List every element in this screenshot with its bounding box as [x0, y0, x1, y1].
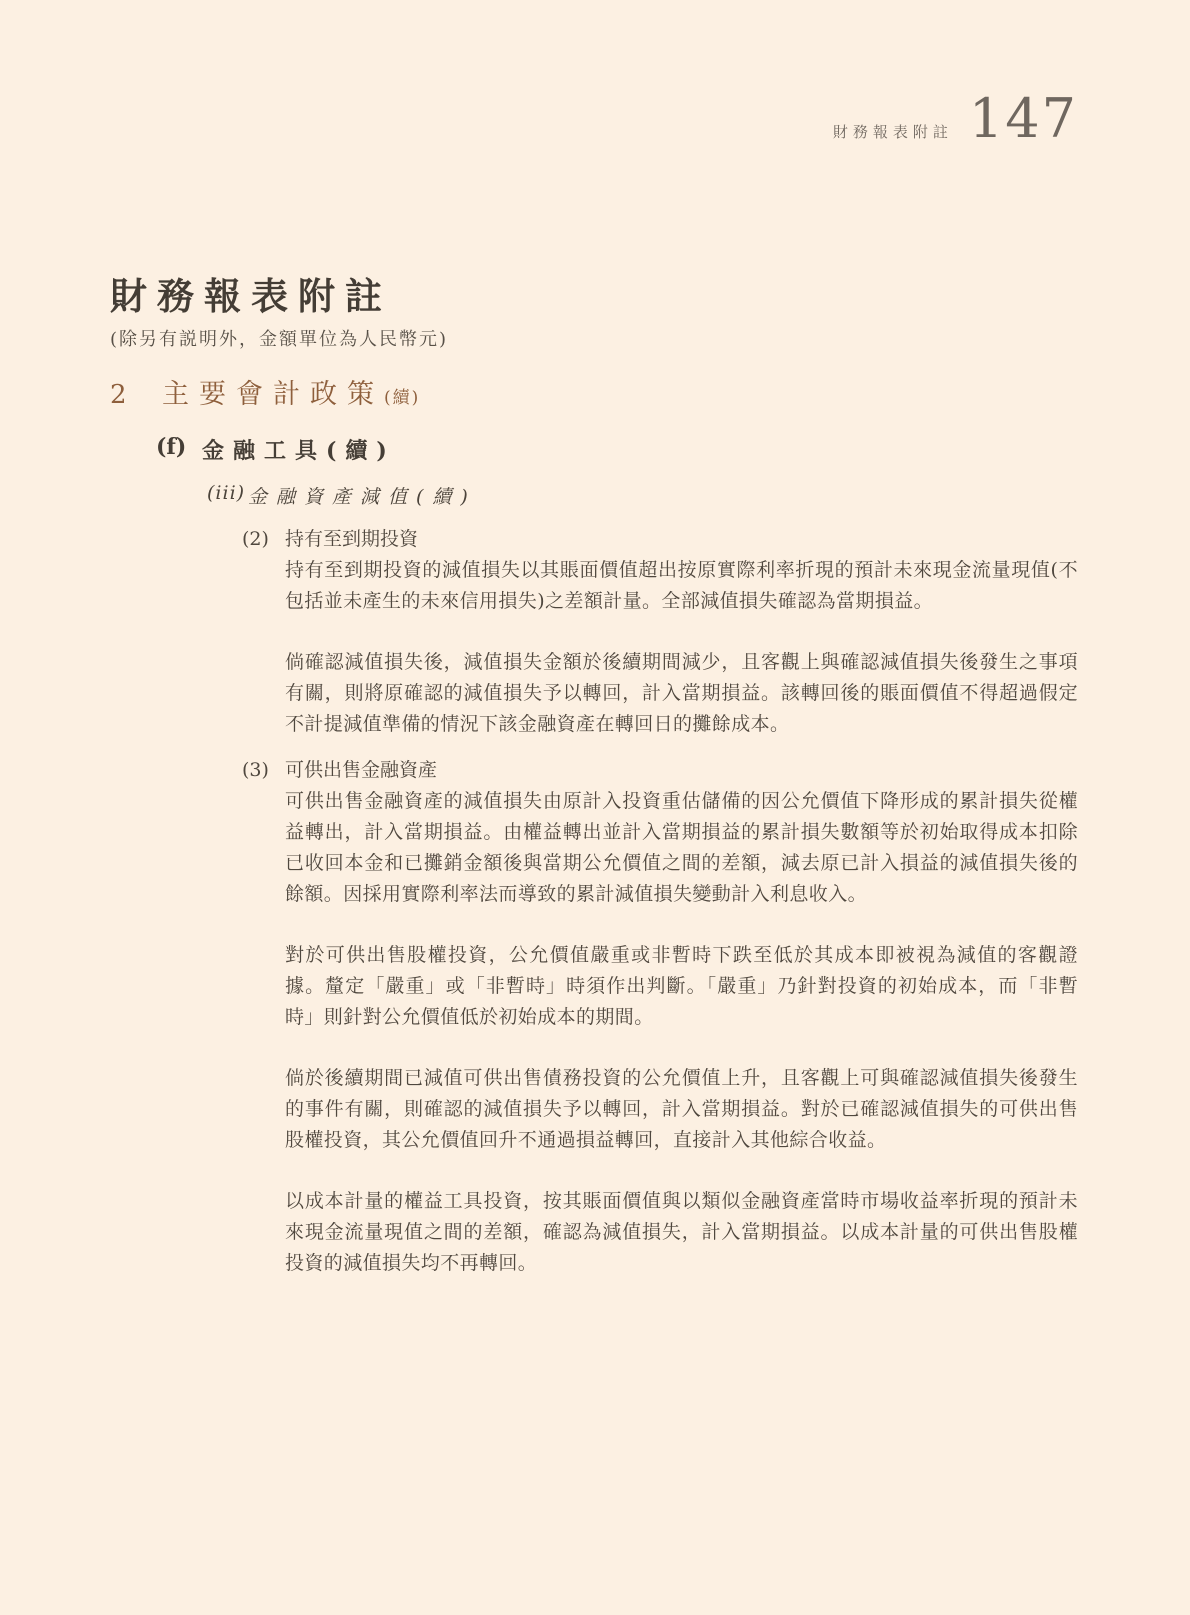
- list-item-3-body: [285, 755, 1078, 1279]
- section-2-heading: [110, 372, 1078, 411]
- section-title: [162, 372, 420, 411]
- paragraph: 倘確認減值損失後，減值損失金額於後續期間減少，且客觀上與確認減值損失後發生之事項有關，則將原確認的減值損失予以轉回，計入當期損益。該轉回後的賬面價值不得超過假定不計提減值準備的情況下該金融資產在轉回日的攤餘成本。: [285, 651, 1078, 736]
- page-number: 147: [968, 87, 1078, 150]
- paragraph: 可供出售金融資產的減值損失由原計入投資重估儲備的因公允價值下降形成的累計損失從權益轉出，計入當期損益。由權益轉出並計入當期損益的累計損失數額等於初始取得成本扣除已收回本金和已攤銷金額後與當期公允價值之間的差額，減去原已計入損益的減值損失後的餘額。因採用實際利率法而導致的累計減值損失變動計入利息收入。: [285, 790, 1078, 906]
- section-number: 2: [110, 380, 127, 411]
- subsection-iii-marker: (iii): [207, 482, 246, 505]
- paragraph: 倘於後續期間已減值可供出售債務投資的公允價值上升，且客觀上可與確認減值損失後發生的事件有關，則確認的減值損失予以轉回，計入當期損益。對於已確認減值損失的可供出售股權投資，其公允價值回升不通過損益轉回，直接計入其他綜合收益。: [285, 1067, 1078, 1152]
- list-item-3-marker: (3): [242, 759, 269, 782]
- subsection-f-title: 金融工具(續): [202, 438, 396, 465]
- list-item-2: [110, 524, 1078, 740]
- list-item-2-heading: 持有至到期投資: [285, 528, 419, 551]
- subsection-f-marker: (f): [156, 434, 187, 461]
- list-item-3-heading: 可供出售金融資產: [285, 759, 438, 782]
- paragraph: 以成本計量的權益工具投資，按其賬面價值與以類似金融資產當時市場收益率折現的預計未來現金流量現值之間的差額，確認為減值損失，計入當期損益。以成本計量的可供出售股權投資的減值損失均不再轉回。: [285, 1190, 1078, 1275]
- subsection-iii-title: 金融資產減值(續): [248, 486, 477, 509]
- list-item-3: [110, 755, 1078, 1279]
- list-item-2-marker: (2): [242, 528, 269, 551]
- section-continued: (續): [384, 388, 421, 409]
- subsection-f-heading: [110, 434, 1078, 465]
- paragraph: 對於可供出售股權投資，公允價值嚴重或非暫時下跌至低於其成本即被視為減值的客觀證據。釐定「嚴重」或「非暫時」時須作出判斷。「嚴重」乃針對投資的初始成本，而「非暫時」則針對公允價值低於初始成本的期間。: [285, 944, 1078, 1029]
- running-header-label: 財務報表附註: [832, 123, 953, 141]
- paragraph: 持有至到期投資的減值損失以其賬面價值超出按原實際利率折現的預計未來現金流量現值(不包括並未產生的未來信用損失)之差額計量。全部減值損失確認為當期損益。: [285, 559, 1078, 613]
- section-title-text: 主要會計政策: [162, 379, 384, 411]
- page-header: [832, 87, 1078, 150]
- list-item-2-body: [285, 524, 1078, 740]
- page-subtitle: (除另有説明外，金額單位為人民幣元): [110, 329, 449, 351]
- subsection-iii-heading: [110, 482, 1078, 509]
- page-title: 財務報表附註: [110, 274, 392, 318]
- content: [110, 274, 1078, 1279]
